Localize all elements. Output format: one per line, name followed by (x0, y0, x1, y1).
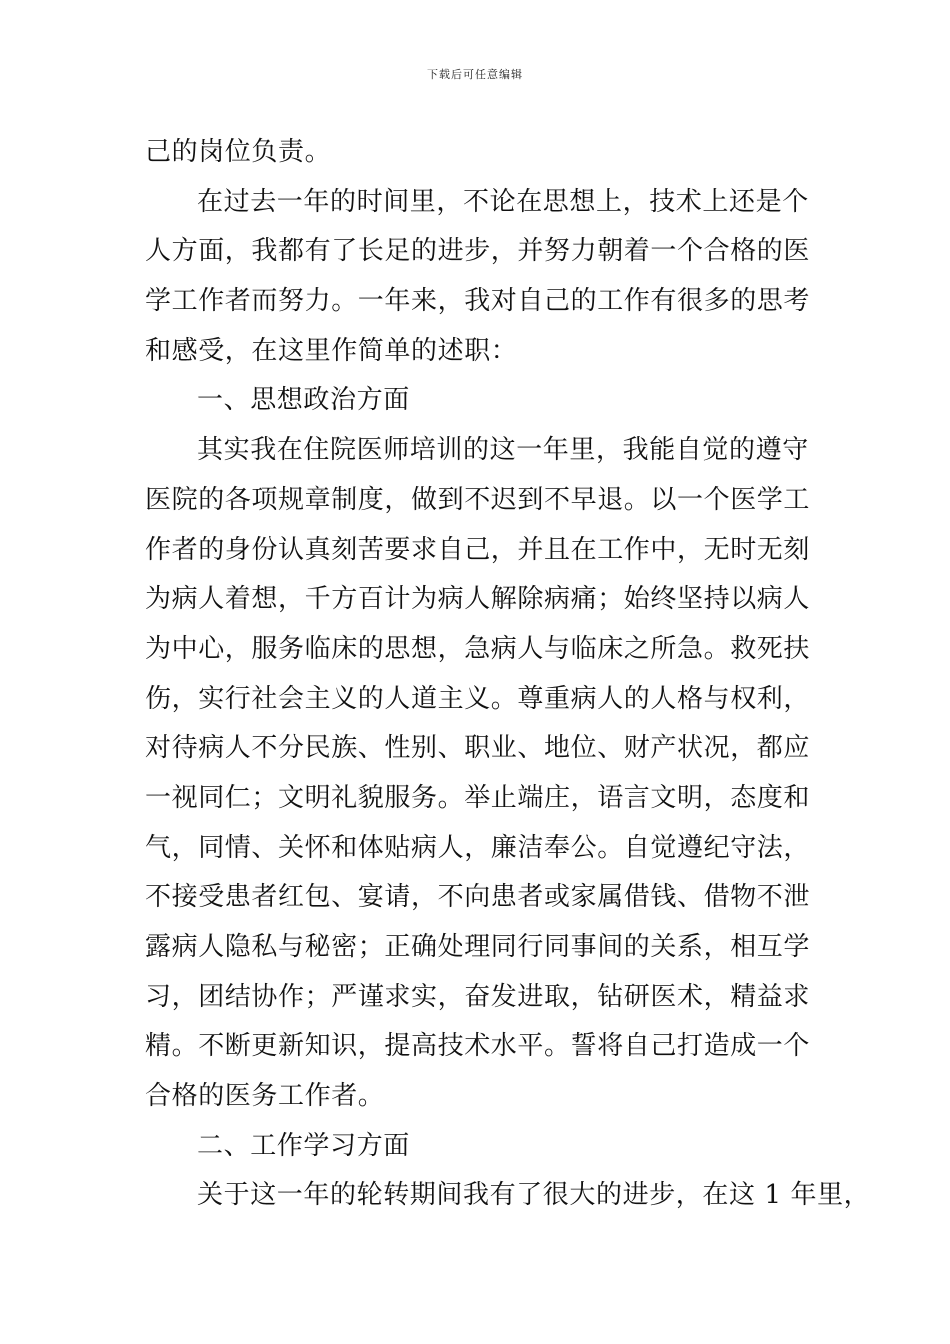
text-line-18: 习，团结协作；严谨求实，奋发进取，钻研医术，精益求 (145, 981, 811, 1012)
text-line-9: 作者的身份认真刻苦要求自己，并且在工作中，无时无刻 (145, 534, 811, 565)
text-line-11: 为中心，服务临床的思想，急病人与临床之所急。救死扶 (145, 633, 811, 664)
text-line-5: 和感受，在这里作简单的述职： (145, 335, 518, 366)
text-line-16: 不接受患者红包、宴请，不向患者或家属借钱、借物不泄 (145, 882, 811, 913)
section-heading-2: 二、工作学习方面 (197, 1130, 410, 1161)
text-line-22: 关于这一年的轮转期间我有了很大的进步，在这 1 年里， (197, 1180, 871, 1211)
text-line-4: 学工作者而努力。一年来，我对自己的工作有很多的思考 (145, 286, 811, 317)
text-line-15: 气，同情、关怀和体贴病人，廉洁奉公。自觉遵纪守法， (145, 832, 811, 863)
text-line-13: 对待病人不分民族、性别、职业、地位、财产状况，都应 (145, 733, 811, 764)
text-line-20: 合格的医务工作者。 (145, 1081, 385, 1112)
text-line-12: 伤，实行社会主义的人道主义。尊重病人的人格与权利， (145, 683, 811, 714)
text-line-3: 人方面，我都有了长足的进步，并努力朝着一个合格的医 (145, 236, 811, 267)
text-line-19: 精。不断更新知识，提高技术水平。誓将自己打造成一个 (145, 1031, 811, 1062)
text-line-8: 医院的各项规章制度，做到不迟到不早退。以一个医学工 (145, 484, 811, 515)
text-line-7: 其实我在住院医师培训的这一年里，我能自觉的遵守 (197, 435, 809, 466)
text-line-10: 为病人着想，千方百计为病人解除病痛；始终坚持以病人 (145, 584, 811, 615)
text-line-1: 己的岗位负责。 (145, 137, 332, 167)
text-line-14: 一视同仁；文明礼貌服务。举止端庄，语言文明，态度和 (145, 782, 811, 813)
section-heading-1: 一、思想政治方面 (197, 385, 410, 416)
header-note: 下载后可任意编辑 (427, 68, 523, 81)
text-line-17: 露病人隐私与秘密；正确处理同行同事间的关系，相互学 (145, 932, 811, 962)
text-line-2: 在过去一年的时间里，不论在思想上，技术上还是个 (197, 186, 809, 217)
document-body (145, 128, 871, 1221)
